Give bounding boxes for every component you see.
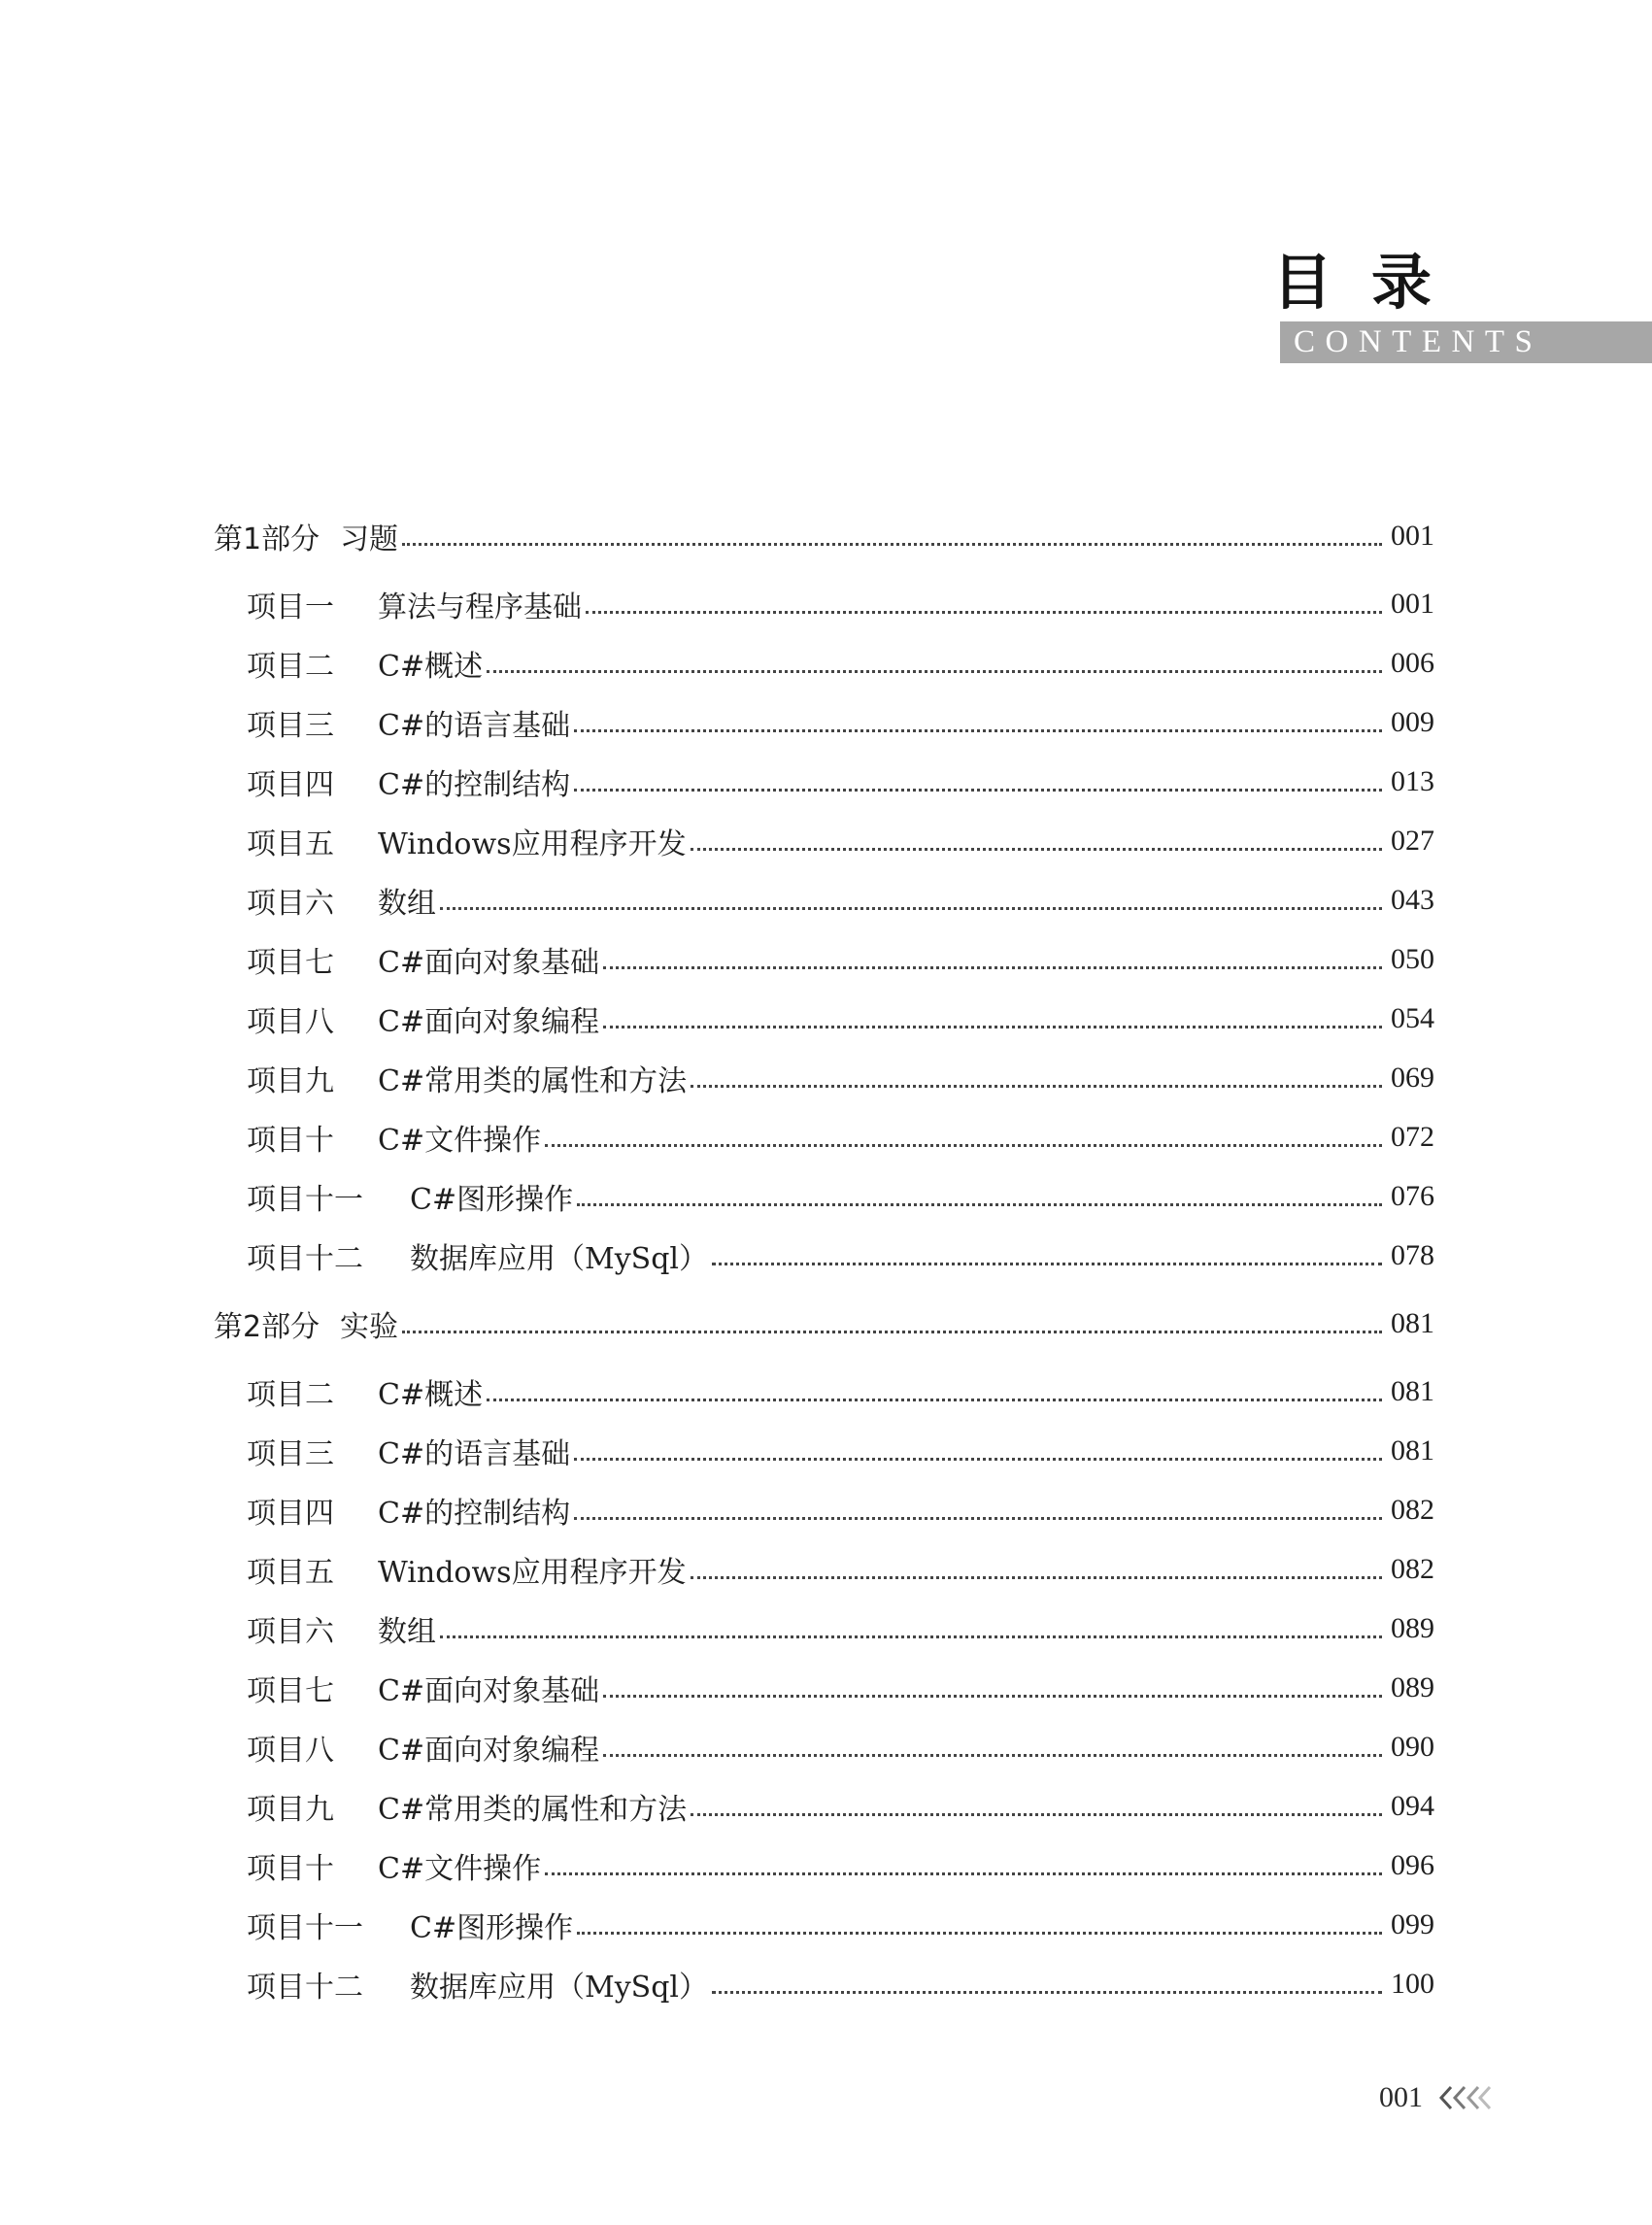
toc-entry-label: 项目六 <box>247 1615 334 1649</box>
toc-entry-label: 项目八 <box>247 1734 334 1768</box>
toc-item-row <box>247 1841 1434 1890</box>
toc-entry-label: 项目四 <box>247 768 334 802</box>
toc-dot-leader <box>691 1813 1382 1816</box>
toc-entry-title: C#面向对象基础 <box>378 946 600 980</box>
toc-entry-page: 001 <box>1391 520 1434 552</box>
toc-entry-title: 实验 <box>340 1310 398 1344</box>
toc-dot-leader <box>487 1399 1382 1401</box>
toc-entry-page: 090 <box>1391 1731 1434 1763</box>
toc-entry-label: 项目九 <box>247 1793 334 1827</box>
toc-item-row <box>247 698 1434 747</box>
toc-entry-page: 081 <box>1391 1375 1434 1407</box>
toc-dot-leader <box>545 1872 1382 1875</box>
toc-entry-label: 项目二 <box>247 1378 334 1412</box>
toc-entry-label: 项目六 <box>247 887 334 921</box>
toc-dot-leader <box>603 1026 1382 1028</box>
toc-dot-leader <box>586 611 1382 614</box>
toc-entry-title: C#常用类的属性和方法 <box>378 1064 688 1098</box>
toc-dot-leader <box>577 1203 1382 1206</box>
toc-item-row <box>247 639 1434 688</box>
toc-entry-page: 001 <box>1391 588 1434 620</box>
toc-entry-title: 习题 <box>340 523 398 556</box>
toc-item-row <box>247 1604 1434 1653</box>
toc-entry-label: 项目八 <box>247 1005 334 1039</box>
toc-dot-leader <box>545 1144 1382 1147</box>
toc-dot-leader <box>402 543 1382 546</box>
toc-entry-label: 项目十二 <box>247 1971 363 2005</box>
toc-entry-title: 数组 <box>378 1615 436 1649</box>
toc-entry-title: C#概述 <box>378 650 484 684</box>
footer-page-number: 001 <box>1379 2081 1423 2113</box>
toc-entry-page: 054 <box>1391 1002 1434 1034</box>
toc-entry-page: 006 <box>1391 647 1434 679</box>
toc-item-row <box>247 1782 1434 1831</box>
toc-dot-leader <box>712 1991 1382 1994</box>
toc-entry-page: 099 <box>1391 1908 1434 1940</box>
toc-dot-leader <box>712 1263 1382 1265</box>
toc-entry-label: 项目四 <box>247 1497 334 1531</box>
toc-dot-leader <box>691 1085 1382 1088</box>
toc-entry-title: C#面向对象编程 <box>378 1005 600 1039</box>
toc-entry-title: C#的语言基础 <box>378 1437 571 1471</box>
toc-entry-page: 081 <box>1391 1307 1434 1339</box>
page-title: 目录 <box>1272 247 1471 318</box>
toc-entry-label: 第2部分 <box>214 1310 320 1344</box>
toc-dot-leader <box>603 966 1382 969</box>
contents-banner: CONTENTS <box>1280 321 1652 363</box>
toc-entry-title: 数据库应用（MySql） <box>410 1242 709 1276</box>
toc-entry-title: C#文件操作 <box>378 1852 542 1886</box>
toc-entry-label: 项目五 <box>247 1556 334 1590</box>
toc-entry-title: 算法与程序基础 <box>378 590 582 624</box>
toc-item-row <box>247 1367 1434 1416</box>
toc-item-row <box>247 1545 1434 1594</box>
toc-entry-title: C#文件操作 <box>378 1124 542 1158</box>
toc-dot-leader <box>402 1331 1382 1333</box>
toc-dot-leader <box>574 729 1382 732</box>
toc-dot-leader <box>577 1932 1382 1935</box>
toc-entry-page: 078 <box>1391 1239 1434 1271</box>
toc-entry-label: 项目十二 <box>247 1242 363 1276</box>
toc-entry-title: 数据库应用（MySql） <box>410 1971 709 2005</box>
toc-entry-page: 089 <box>1391 1671 1434 1703</box>
toc-dot-leader <box>574 1458 1382 1461</box>
toc-entry-page: 072 <box>1391 1121 1434 1153</box>
toc-entry-page: 069 <box>1391 1062 1434 1094</box>
toc-entry-page: 076 <box>1391 1180 1434 1212</box>
toc-entry-title: C#的控制结构 <box>378 1497 571 1531</box>
toc-dot-leader <box>440 907 1382 910</box>
toc-item-row <box>247 1172 1434 1221</box>
toc-item-row <box>247 1231 1434 1280</box>
toc-entry-label: 项目十 <box>247 1852 334 1886</box>
toc-dot-leader <box>574 1517 1382 1520</box>
toc-item-row <box>247 1960 1434 2008</box>
toc-entry-title: C#的控制结构 <box>378 768 571 802</box>
toc-entry-label: 项目五 <box>247 827 334 861</box>
toc-item-row <box>247 758 1434 806</box>
toc-item-row <box>247 1664 1434 1712</box>
toc-entry-label: 项目七 <box>247 1674 334 1708</box>
toc-entry-label: 项目三 <box>247 1437 334 1471</box>
toc-entry-title: C#图形操作 <box>410 1911 574 1945</box>
toc-entry-title: C#的语言基础 <box>378 709 571 743</box>
toc-dot-leader <box>487 670 1382 673</box>
toc-entry-title: C#图形操作 <box>410 1183 574 1217</box>
toc-entry-title: C#概述 <box>378 1378 484 1412</box>
toc-dot-leader <box>440 1635 1382 1638</box>
toc-entry-page: 089 <box>1391 1612 1434 1644</box>
toc-part-row <box>214 1299 1434 1348</box>
toc-entry-title: C#面向对象基础 <box>378 1674 600 1708</box>
toc-entry-label: 项目七 <box>247 946 334 980</box>
toc-entry-page: 009 <box>1391 706 1434 738</box>
toc-item-row <box>247 1054 1434 1102</box>
toc-part-row <box>214 512 1434 560</box>
toc-entry-label: 项目十一 <box>247 1183 363 1217</box>
toc-entry-label: 项目十一 <box>247 1911 363 1945</box>
toc-item-row <box>247 1901 1434 1949</box>
toc-entry-page: 094 <box>1391 1790 1434 1822</box>
toc-entry-label: 项目十 <box>247 1124 334 1158</box>
toc-entry-title: Windows应用程序开发 <box>378 1556 687 1590</box>
toc-item-row <box>247 1427 1434 1475</box>
toc-item-row <box>247 580 1434 628</box>
toc-dot-leader <box>603 1754 1382 1757</box>
toc-entry-page: 043 <box>1391 884 1434 916</box>
toc-item-row <box>247 1723 1434 1771</box>
toc-entry-page: 013 <box>1391 765 1434 797</box>
toc-entry-page: 082 <box>1391 1553 1434 1585</box>
toc-entry-title: C#面向对象编程 <box>378 1734 600 1768</box>
toc-item-row <box>247 995 1434 1043</box>
toc-entry-page: 100 <box>1391 1968 1434 2000</box>
toc-item-row <box>247 935 1434 984</box>
toc-item-row <box>247 1113 1434 1162</box>
toc-dot-leader <box>691 1576 1382 1579</box>
toc-item-row <box>247 1486 1434 1534</box>
toc-entry-title: Windows应用程序开发 <box>378 827 687 861</box>
toc-entry-page: 050 <box>1391 943 1434 975</box>
toc-item-row <box>247 817 1434 865</box>
toc-dot-leader <box>691 848 1382 851</box>
toc-entry-label: 第1部分 <box>214 523 320 556</box>
toc-entry-page: 081 <box>1391 1434 1434 1466</box>
toc-entry-label: 项目一 <box>247 590 334 624</box>
toc-entry-title: C#常用类的属性和方法 <box>378 1793 688 1827</box>
toc-entry-page: 096 <box>1391 1849 1434 1881</box>
toc-entry-page: 082 <box>1391 1494 1434 1526</box>
toc-entry-label: 项目三 <box>247 709 334 743</box>
toc-entry-page: 027 <box>1391 825 1434 857</box>
toc-entry-label: 项目九 <box>247 1064 334 1098</box>
toc-entry-title: 数组 <box>378 887 436 921</box>
toc-dot-leader <box>603 1695 1382 1698</box>
toc-dot-leader <box>574 789 1382 792</box>
toc-entry-label: 项目二 <box>247 650 334 684</box>
toc-item-row <box>247 876 1434 925</box>
triple-left-chevron-icon <box>1437 2083 1492 2112</box>
